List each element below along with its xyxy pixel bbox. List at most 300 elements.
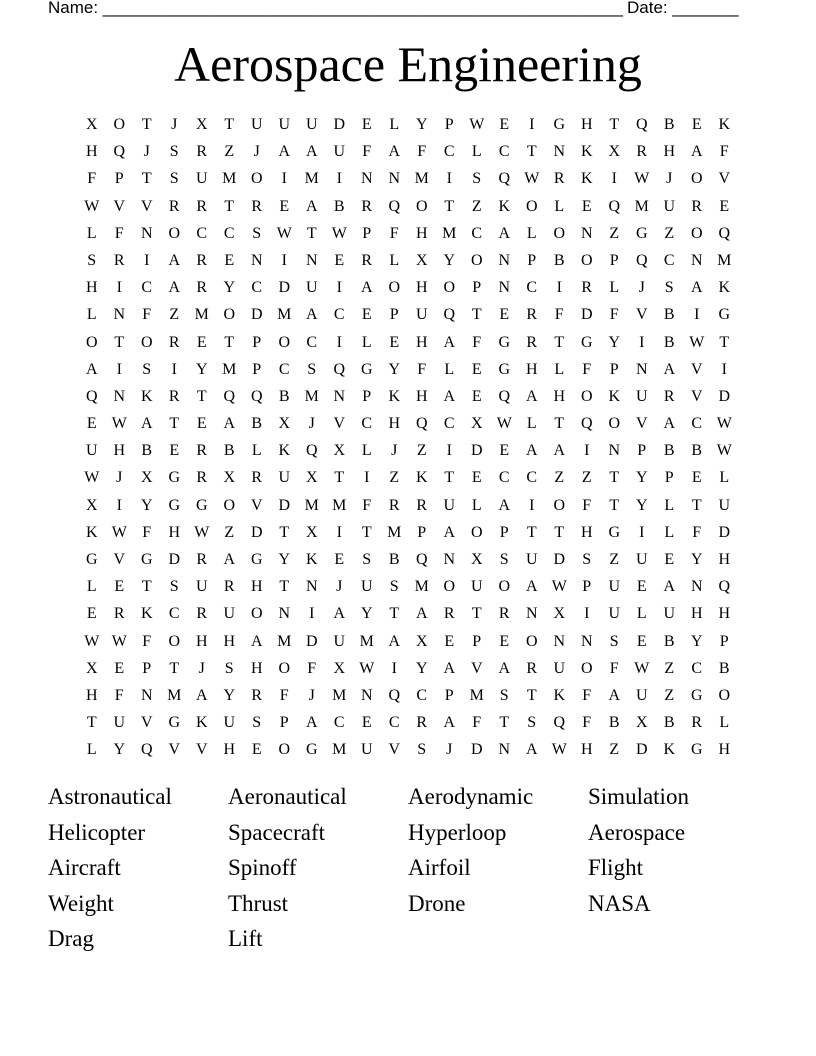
word-list-item: Aerospace: [588, 819, 686, 845]
grid-letter: U: [305, 116, 318, 133]
grid-letter: W: [716, 442, 732, 460]
grid-letter: B: [663, 632, 675, 650]
grid-letter: U: [663, 197, 676, 215]
grid-letter: M: [304, 387, 319, 405]
grid-letter: I: [336, 279, 342, 297]
grid-letter: Q: [635, 116, 648, 133]
grid-letter: H: [580, 741, 593, 759]
grid-letter: T: [114, 333, 125, 351]
grid-letter: E: [86, 415, 97, 433]
grid-letter: O: [690, 224, 703, 242]
grid-letter: I: [336, 523, 342, 541]
grid-letter: E: [114, 659, 125, 677]
grid-letter: H: [415, 333, 428, 351]
grid-letter: U: [415, 306, 428, 324]
grid-letter: G: [553, 116, 566, 133]
grid-letter: H: [168, 523, 181, 541]
grid-letter: Z: [664, 686, 675, 704]
grid-letter: B: [663, 306, 675, 324]
grid-letter: N: [250, 251, 263, 269]
grid-letter: O: [443, 578, 456, 596]
grid-letter: O: [470, 251, 483, 269]
grid-letter: E: [499, 306, 510, 324]
grid-letter: A: [443, 333, 456, 351]
grid-letter: E: [389, 333, 400, 351]
grid-letter: R: [361, 251, 373, 269]
grid-letter: E: [361, 714, 372, 732]
grid-letter: P: [444, 686, 454, 704]
grid-letter: S: [499, 551, 509, 568]
grid-letter: H: [415, 387, 428, 405]
grid-letter: N: [690, 578, 703, 596]
grid-letter: Z: [224, 143, 235, 161]
grid-letter: H: [85, 143, 98, 161]
grid-letter: H: [718, 741, 731, 759]
grid-letter: K: [718, 279, 731, 297]
grid-letter: Q: [415, 551, 428, 568]
grid-letter: D: [580, 306, 593, 324]
grid-letter: K: [140, 605, 153, 623]
grid-letter: Q: [388, 686, 401, 704]
grid-letter: R: [663, 387, 675, 405]
grid-letter: O: [168, 632, 181, 650]
grid-letter: U: [360, 578, 373, 596]
grid-letter: V: [718, 170, 731, 188]
grid-letter: T: [389, 605, 400, 623]
grid-letter: D: [250, 306, 263, 324]
grid-letter: R: [553, 170, 565, 188]
grid-letter: C: [168, 605, 180, 623]
grid-letter: B: [608, 714, 620, 732]
grid-letter: T: [361, 523, 372, 541]
grid-letter: I: [639, 523, 645, 541]
page-title: Aerospace Engineering: [174, 36, 642, 92]
grid-row: [78, 736, 738, 763]
word-list-item: Weight: [48, 890, 114, 916]
grid-letter: M: [222, 360, 237, 378]
grid-letter: S: [169, 578, 179, 596]
grid-letter: R: [196, 143, 208, 161]
grid-letter: V: [690, 387, 703, 405]
grid-letter: A: [498, 224, 511, 242]
grid-letter: R: [526, 659, 538, 677]
grid-letter: G: [608, 523, 621, 541]
grid-letter: M: [414, 578, 429, 596]
grid-letter: Y: [690, 632, 703, 650]
grid-letter: A: [525, 442, 538, 460]
word-list-item: Helicopter: [48, 819, 146, 845]
grid-letter: Q: [305, 442, 318, 460]
grid-letter: E: [499, 442, 510, 460]
grid-letter: H: [223, 741, 236, 759]
grid-row: [78, 709, 738, 736]
grid-letter: I: [584, 605, 590, 623]
grid-letter: P: [252, 333, 262, 351]
grid-letter: W: [359, 659, 375, 677]
grid-letter: G: [250, 551, 263, 568]
grid-letter: E: [334, 551, 345, 568]
grid-letter: N: [305, 251, 318, 269]
grid-letter: A: [525, 578, 538, 596]
grid-letter: P: [362, 224, 372, 242]
grid-letter: E: [691, 116, 702, 133]
grid-letter: D: [278, 279, 291, 297]
grid-letter: S: [307, 360, 317, 378]
grid-letter: Y: [690, 551, 703, 568]
grid-letter: M: [634, 197, 649, 215]
grid-letter: I: [639, 333, 645, 351]
grid-letter: J: [171, 116, 178, 133]
grid-letter: U: [470, 578, 483, 596]
grid-letter: V: [113, 551, 126, 568]
grid-letter: C: [251, 279, 263, 297]
grid-letter: O: [250, 605, 263, 623]
grid-letter: O: [690, 170, 703, 188]
grid-letter: N: [608, 442, 621, 460]
grid-letter: R: [443, 605, 455, 623]
grid-letter: F: [279, 686, 289, 704]
grid-letter: H: [690, 605, 703, 623]
grid-letter: T: [224, 197, 235, 215]
grid-letter: R: [168, 333, 180, 351]
grid-letter: Z: [609, 551, 620, 568]
grid-letter: L: [389, 116, 400, 133]
grid-letter: D: [718, 523, 731, 541]
grid-letter: Z: [609, 224, 620, 242]
grid-letter: A: [168, 279, 181, 297]
grid-letter: G: [498, 333, 511, 351]
grid-letter: U: [333, 632, 346, 650]
grid-letter: E: [471, 469, 482, 487]
grid-row: [78, 464, 738, 491]
grid-letter: S: [472, 170, 482, 188]
grid-letter: K: [608, 387, 621, 405]
grid-letter: T: [691, 496, 702, 514]
grid-letter: F: [582, 714, 592, 732]
grid-letter: S: [582, 551, 592, 568]
grid-letter: O: [278, 741, 291, 759]
grid-letter: N: [113, 306, 126, 324]
grid-letter: U: [608, 605, 621, 623]
grid-letter: Y: [608, 333, 621, 351]
grid-letter: M: [332, 496, 347, 514]
grid-letter: L: [361, 442, 372, 460]
grid-letter: U: [305, 279, 318, 297]
grid-letter: Z: [169, 306, 180, 324]
grid-letter: E: [334, 251, 345, 269]
grid-letter: O: [553, 496, 566, 514]
grid-letter: F: [554, 306, 564, 324]
grid-letter: A: [333, 605, 346, 623]
grid-letter: T: [609, 496, 620, 514]
grid-letter: S: [609, 632, 619, 650]
grid-letter: X: [415, 632, 428, 650]
grid-letter: E: [636, 578, 647, 596]
grid-letter: X: [195, 116, 208, 133]
grid-letter: A: [663, 578, 676, 596]
grid-letter: H: [250, 578, 263, 596]
grid-letter: F: [609, 306, 619, 324]
grid-letter: N: [388, 170, 401, 188]
grid-letter: M: [222, 170, 237, 188]
grid-letter: L: [636, 605, 647, 623]
grid-letter: P: [279, 714, 289, 732]
word-list-item: Aeronautical: [228, 784, 347, 809]
grid-letter: A: [443, 714, 456, 732]
grid-letter: Z: [609, 741, 620, 759]
name-field: Name: _______________________________________________________: [48, 0, 623, 17]
grid-letter: W: [634, 170, 650, 188]
grid-letter: F: [417, 360, 427, 378]
grid-letter: W: [524, 170, 540, 188]
grid-letter: W: [194, 523, 210, 541]
grid-letter: G: [690, 686, 703, 704]
grid-letter: K: [580, 143, 593, 161]
grid-row: [78, 573, 738, 600]
grid-letter: H: [718, 551, 731, 568]
grid-letter: Q: [443, 306, 456, 324]
grid-letter: S: [362, 551, 372, 568]
grid-letter: N: [360, 686, 373, 704]
grid-letter: N: [580, 224, 593, 242]
grid-letter: X: [553, 605, 566, 623]
grid-letter: O: [223, 306, 236, 324]
grid-letter: Q: [415, 415, 428, 433]
grid-letter: A: [250, 632, 263, 650]
word-list-item: Drag: [48, 926, 94, 952]
grid-letter: I: [721, 360, 727, 378]
grid-letter: E: [691, 469, 702, 487]
grid-letter: F: [692, 523, 702, 541]
grid-letter: J: [391, 442, 398, 460]
grid-letter: B: [141, 442, 153, 460]
grid-letter: H: [415, 279, 428, 297]
grid-letter: J: [336, 578, 343, 596]
grid-row: [78, 111, 738, 138]
grid-letter: R: [416, 496, 428, 514]
grid-letter: E: [444, 632, 455, 650]
grid-letter: W: [716, 415, 732, 433]
grid-letter: P: [499, 523, 509, 541]
grid-letter: L: [609, 279, 620, 297]
grid-letter: Z: [471, 197, 482, 215]
grid-letter: R: [251, 197, 263, 215]
grid-letter: L: [664, 496, 675, 514]
grid-letter: Z: [224, 523, 235, 541]
grid-letter: X: [305, 469, 318, 487]
grid-letter: T: [169, 415, 180, 433]
grid-letter: U: [278, 116, 291, 133]
grid-letter: I: [116, 360, 122, 378]
grid-letter: U: [635, 387, 648, 405]
grid-letter: X: [85, 116, 98, 133]
grid-letter: C: [443, 415, 455, 433]
grid-row: [78, 138, 738, 165]
grid-letter: O: [113, 116, 126, 133]
grid-letter: J: [308, 686, 315, 704]
grid-letter: F: [472, 333, 482, 351]
grid-letter: T: [224, 116, 235, 133]
grid-letter: Y: [223, 686, 236, 704]
grid-letter: Q: [223, 387, 236, 405]
grid-letter: T: [609, 469, 620, 487]
grid-letter: V: [470, 659, 483, 677]
grid-letter: E: [361, 306, 372, 324]
grid-letter: U: [635, 686, 648, 704]
grid-letter: C: [526, 279, 538, 297]
grid-row: [78, 193, 738, 220]
grid-letter: I: [584, 442, 590, 460]
grid-letter: O: [415, 197, 428, 215]
grid-letter: O: [525, 632, 538, 650]
grid-letter: F: [142, 306, 152, 324]
grid-letter: L: [361, 333, 372, 351]
grid-letter: C: [443, 143, 455, 161]
grid-letter: K: [718, 116, 731, 133]
grid-letter: L: [471, 143, 482, 161]
grid-letter: Q: [635, 251, 648, 269]
grid-letter: Q: [608, 197, 621, 215]
grid-letter: H: [113, 442, 126, 460]
grid-letter: K: [305, 551, 318, 568]
grid-letter: C: [416, 686, 428, 704]
grid-letter: H: [415, 224, 428, 242]
grid-letter: R: [526, 333, 538, 351]
grid-letter: J: [198, 659, 205, 677]
grid-letter: M: [304, 496, 319, 514]
grid-letter: S: [527, 714, 537, 732]
grid-letter: J: [253, 143, 260, 161]
grid-letter: U: [663, 605, 676, 623]
grid-letter: V: [195, 741, 208, 759]
grid-letter: A: [168, 251, 181, 269]
grid-letter: G: [195, 496, 208, 514]
grid-letter: P: [609, 360, 619, 378]
grid-letter: S: [87, 251, 97, 269]
grid-letter: Y: [388, 360, 401, 378]
grid-letter: S: [142, 360, 152, 378]
grid-letter: K: [388, 387, 401, 405]
grid-letter: Y: [635, 469, 648, 487]
grid-letter: N: [140, 224, 153, 242]
grid-letter: E: [471, 360, 482, 378]
grid-letter: M: [359, 632, 374, 650]
grid-letter: D: [718, 387, 731, 405]
grid-letter: C: [471, 224, 483, 242]
grid-row: [78, 329, 738, 356]
grid-letter: O: [140, 333, 153, 351]
grid-letter: C: [388, 714, 400, 732]
grid-letter: D: [168, 551, 181, 568]
grid-letter: J: [116, 469, 123, 487]
grid-letter: D: [278, 496, 291, 514]
grid-letter: Q: [140, 741, 153, 759]
grid-letter: Y: [223, 279, 236, 297]
grid-letter: A: [608, 686, 621, 704]
grid-letter: T: [169, 659, 180, 677]
grid-letter: N: [525, 605, 538, 623]
grid-letter: V: [140, 197, 153, 215]
grid-letter: S: [169, 170, 179, 188]
grid-letter: E: [224, 251, 235, 269]
word-list-item: Airfoil: [408, 855, 471, 881]
grid-letter: A: [195, 686, 208, 704]
grid-letter: Y: [443, 251, 456, 269]
grid-letter: M: [167, 686, 182, 704]
grid-letter: S: [252, 714, 262, 732]
grid-letter: F: [582, 686, 592, 704]
grid-row: [78, 546, 738, 573]
grid-letter: B: [663, 442, 675, 460]
grid-letter: L: [719, 714, 730, 732]
grid-letter: R: [636, 143, 648, 161]
grid-letter: O: [608, 415, 621, 433]
grid-letter: X: [333, 659, 346, 677]
grid-letter: L: [526, 224, 537, 242]
grid-letter: O: [278, 659, 291, 677]
grid-letter: U: [195, 170, 208, 188]
grid-letter: T: [526, 143, 537, 161]
grid-letter: R: [196, 442, 208, 460]
grid-letter: N: [553, 143, 566, 161]
grid-letter: D: [250, 523, 263, 541]
grid-letter: X: [333, 442, 346, 460]
grid-letter: A: [690, 143, 703, 161]
grid-letter: A: [443, 659, 456, 677]
grid-letter: T: [526, 523, 537, 541]
grid-letter: O: [580, 387, 593, 405]
grid-letter: L: [471, 496, 482, 514]
grid-letter: R: [168, 197, 180, 215]
grid-letter: N: [580, 632, 593, 650]
grid-letter: A: [360, 279, 373, 297]
grid-letter: E: [251, 741, 262, 759]
grid-letter: Y: [635, 496, 648, 514]
grid-letter: B: [278, 387, 290, 405]
grid-letter: W: [331, 224, 347, 242]
grid-letter: S: [417, 741, 427, 759]
grid-letter: V: [635, 415, 648, 433]
grid-letter: V: [140, 714, 153, 732]
grid-letter: F: [609, 659, 619, 677]
grid-letter: E: [636, 632, 647, 650]
grid-letter: X: [85, 659, 98, 677]
grid-letter: I: [364, 469, 370, 487]
grid-letter: Q: [85, 387, 98, 405]
grid-letter: A: [443, 387, 456, 405]
grid-letter: Y: [140, 496, 153, 514]
grid-letter: Z: [389, 469, 400, 487]
grid-letter: K: [278, 442, 291, 460]
grid-letter: L: [251, 442, 262, 460]
grid-letter: A: [498, 659, 511, 677]
grid-letter: D: [470, 741, 483, 759]
grid-letter: A: [223, 415, 236, 433]
word-list-item: Hyperloop: [408, 819, 507, 845]
grid-letter: I: [281, 251, 287, 269]
grid-letter: A: [525, 741, 538, 759]
grid-letter: U: [360, 741, 373, 759]
grid-letter: J: [446, 741, 453, 759]
word-list-item: Flight: [588, 855, 643, 881]
grid-letter: S: [252, 224, 262, 242]
grid-letter: Q: [250, 387, 263, 405]
grid-letter: I: [529, 496, 535, 514]
grid-row: [78, 628, 738, 655]
grid-letter: V: [635, 306, 648, 324]
grid-letter: T: [141, 116, 152, 133]
grid-letter: H: [85, 279, 98, 297]
